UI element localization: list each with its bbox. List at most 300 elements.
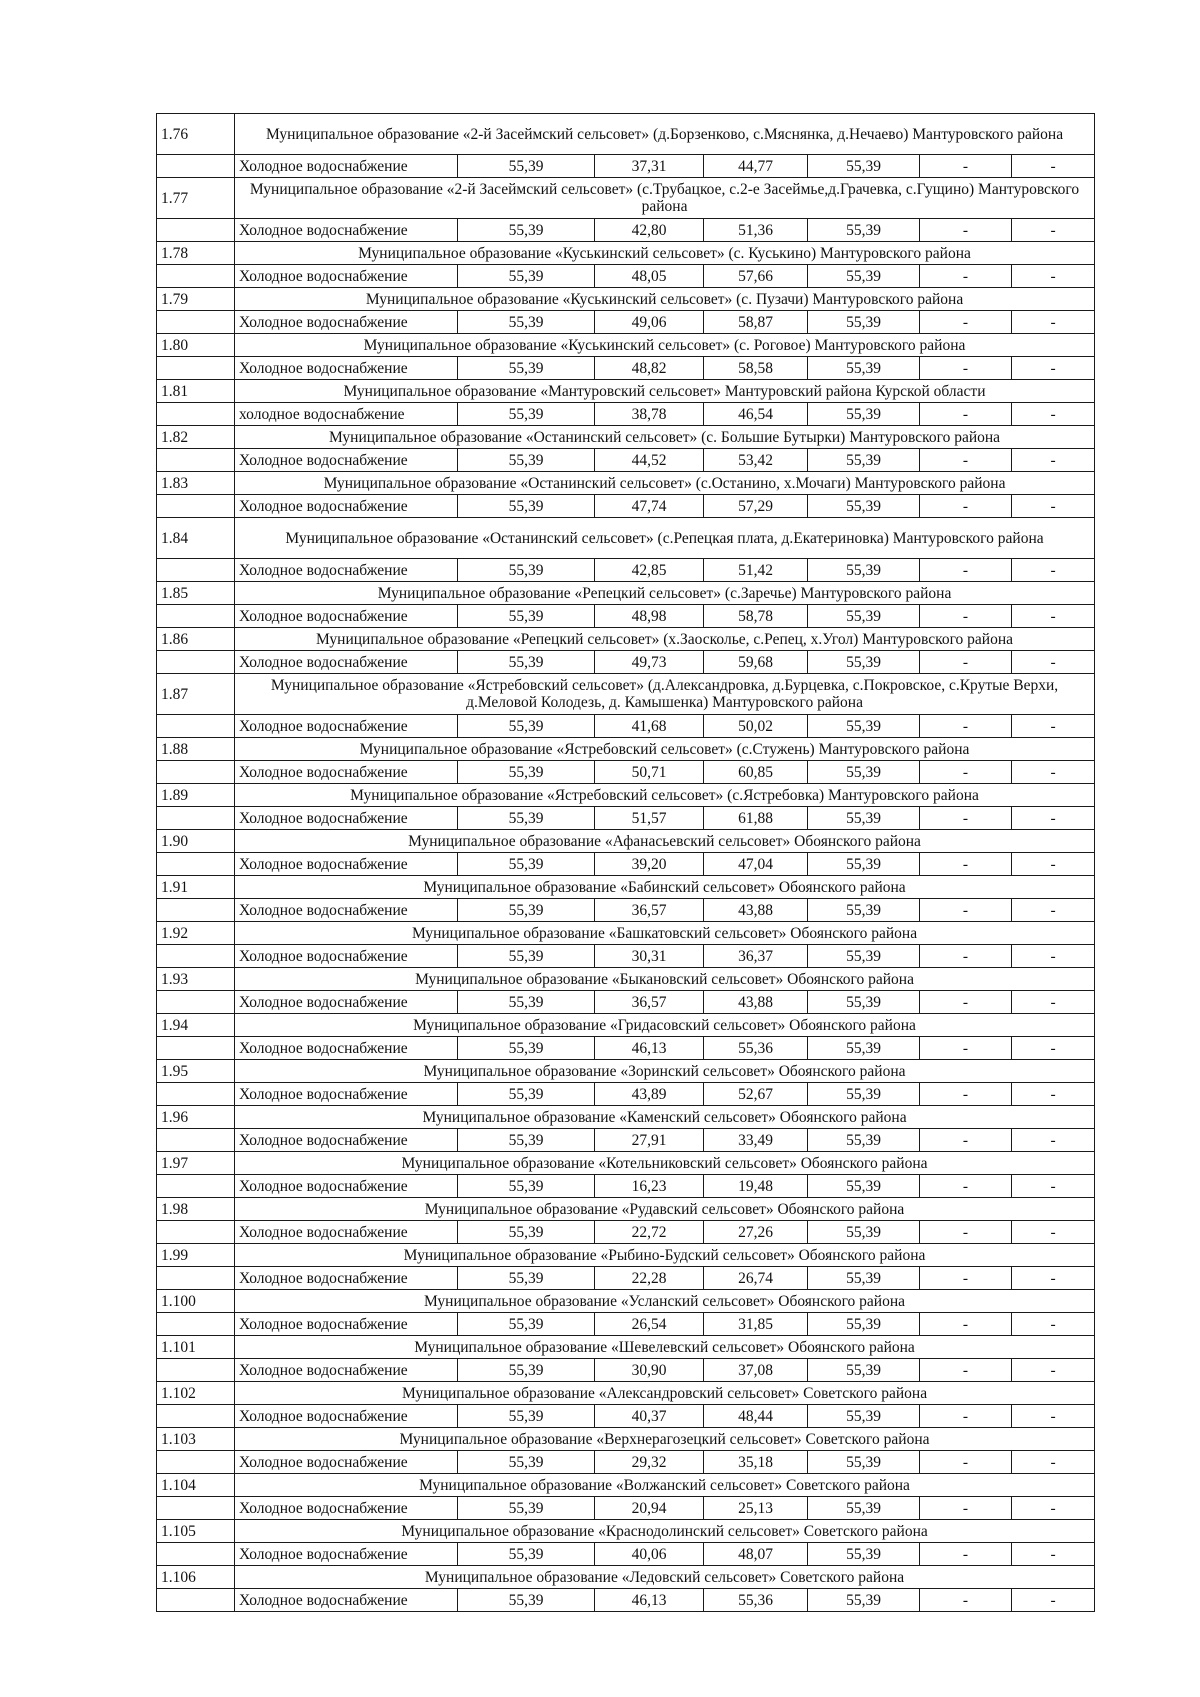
tariff-value-1: 55,39	[458, 495, 595, 518]
section-title-row	[157, 1382, 1095, 1405]
section-number: 1.103	[157, 1428, 235, 1451]
tariff-value-1: 55,39	[458, 761, 595, 784]
tariff-value-4: 55,39	[808, 1313, 920, 1336]
section-number: 1.94	[157, 1014, 235, 1037]
section-title-row	[157, 784, 1095, 807]
table-row	[157, 311, 1095, 334]
table-row	[157, 1129, 1095, 1152]
section-title-row	[157, 1152, 1095, 1175]
section-number: 1.86	[157, 628, 235, 651]
table-row	[157, 1359, 1095, 1382]
tariff-value-3: 55,36	[704, 1037, 808, 1060]
empty-cell	[157, 1221, 235, 1244]
tariff-value-1: 55,39	[458, 1037, 595, 1060]
tariff-value-5: -	[920, 605, 1012, 628]
service-label: Холодное водоснабжение	[235, 495, 458, 518]
tariff-value-1: 55,39	[458, 403, 595, 426]
service-label: Холодное водоснабжение	[235, 1543, 458, 1566]
section-title: Муниципальное образование «Рыбино-Будский сельсовет» Обоянского района	[235, 1244, 1095, 1267]
table-row	[157, 495, 1095, 518]
tariff-value-1: 55,39	[458, 265, 595, 288]
service-label: Холодное водоснабжение	[235, 559, 458, 582]
tariff-table-body	[157, 114, 1095, 1612]
tariff-value-4: 55,39	[808, 605, 920, 628]
service-label: Холодное водоснабжение	[235, 807, 458, 830]
tariff-value-3: 43,88	[704, 899, 808, 922]
tariff-value-5: -	[920, 155, 1012, 178]
tariff-value-1: 55,39	[458, 449, 595, 472]
section-title: Муниципальное образование «Ястребовский сельсовет» (с.Ястребовка) Мантуровского района	[235, 784, 1095, 807]
empty-cell	[157, 945, 235, 968]
section-number: 1.76	[157, 114, 235, 155]
tariff-value-4: 55,39	[808, 1221, 920, 1244]
tariff-value-6: -	[1012, 495, 1095, 518]
table-row	[157, 1313, 1095, 1336]
empty-cell	[157, 1359, 235, 1382]
section-number: 1.97	[157, 1152, 235, 1175]
tariff-value-4: 55,39	[808, 265, 920, 288]
tariff-value-4: 55,39	[808, 945, 920, 968]
tariff-value-6: -	[1012, 1129, 1095, 1152]
service-label: Холодное водоснабжение	[235, 311, 458, 334]
table-row	[157, 1543, 1095, 1566]
tariff-value-2: 26,54	[595, 1313, 704, 1336]
section-title: Муниципальное образование «Быкановский сельсовет» Обоянского района	[235, 968, 1095, 991]
tariff-value-5: -	[920, 1221, 1012, 1244]
section-title-row	[157, 1566, 1095, 1589]
section-number: 1.79	[157, 288, 235, 311]
empty-cell	[157, 357, 235, 380]
tariff-value-3: 25,13	[704, 1497, 808, 1520]
section-number: 1.99	[157, 1244, 235, 1267]
table-row	[157, 1267, 1095, 1290]
section-title-row	[157, 288, 1095, 311]
section-title: Муниципальное образование «Александровский сельсовет» Советского района	[235, 1382, 1095, 1405]
service-label: Холодное водоснабжение	[235, 853, 458, 876]
tariff-value-6: -	[1012, 155, 1095, 178]
section-title-row	[157, 472, 1095, 495]
tariff-value-4: 55,39	[808, 1175, 920, 1198]
tariff-value-1: 55,39	[458, 311, 595, 334]
tariff-value-5: -	[920, 1497, 1012, 1520]
tariff-value-1: 55,39	[458, 1175, 595, 1198]
tariff-value-2: 30,31	[595, 945, 704, 968]
tariff-value-3: 52,67	[704, 1083, 808, 1106]
tariff-value-6: -	[1012, 807, 1095, 830]
tariff-value-6: -	[1012, 1405, 1095, 1428]
tariff-value-2: 51,57	[595, 807, 704, 830]
section-number: 1.92	[157, 922, 235, 945]
table-row	[157, 559, 1095, 582]
tariff-value-5: -	[920, 559, 1012, 582]
empty-cell	[157, 1267, 235, 1290]
empty-cell	[157, 559, 235, 582]
empty-cell	[157, 1129, 235, 1152]
tariff-value-2: 41,68	[595, 715, 704, 738]
tariff-value-6: -	[1012, 1451, 1095, 1474]
tariff-value-5: -	[920, 945, 1012, 968]
tariff-value-1: 55,39	[458, 605, 595, 628]
tariff-value-5: -	[920, 265, 1012, 288]
empty-cell	[157, 1589, 235, 1612]
tariff-value-1: 55,39	[458, 1497, 595, 1520]
tariff-value-6: -	[1012, 1175, 1095, 1198]
tariff-value-1: 55,39	[458, 715, 595, 738]
section-number: 1.101	[157, 1336, 235, 1359]
tariff-value-2: 46,13	[595, 1589, 704, 1612]
tariff-value-4: 55,39	[808, 559, 920, 582]
tariff-value-4: 55,39	[808, 807, 920, 830]
section-title-row	[157, 830, 1095, 853]
section-number: 1.87	[157, 674, 235, 715]
tariff-value-4: 55,39	[808, 1497, 920, 1520]
tariff-value-5: -	[920, 357, 1012, 380]
table-row	[157, 1083, 1095, 1106]
section-number: 1.100	[157, 1290, 235, 1313]
tariff-value-3: 31,85	[704, 1313, 808, 1336]
tariff-value-6: -	[1012, 559, 1095, 582]
table-row	[157, 807, 1095, 830]
service-label: Холодное водоснабжение	[235, 1129, 458, 1152]
tariff-value-1: 55,39	[458, 991, 595, 1014]
tariff-value-3: 46,54	[704, 403, 808, 426]
service-label: Холодное водоснабжение	[235, 219, 458, 242]
tariff-value-2: 46,13	[595, 1037, 704, 1060]
tariff-value-1: 55,39	[458, 1313, 595, 1336]
tariff-value-2: 20,94	[595, 1497, 704, 1520]
table-row	[157, 219, 1095, 242]
tariff-value-4: 55,39	[808, 1543, 920, 1566]
tariff-value-6: -	[1012, 991, 1095, 1014]
section-title-row	[157, 922, 1095, 945]
section-title: Муниципальное образование «Рудавский сельсовет» Обоянского района	[235, 1198, 1095, 1221]
table-row	[157, 1221, 1095, 1244]
tariff-value-6: -	[1012, 1313, 1095, 1336]
section-number: 1.83	[157, 472, 235, 495]
empty-cell	[157, 1037, 235, 1060]
tariff-value-1: 55,39	[458, 945, 595, 968]
service-label: Холодное водоснабжение	[235, 651, 458, 674]
tariff-value-1: 55,39	[458, 155, 595, 178]
tariff-value-3: 61,88	[704, 807, 808, 830]
empty-cell	[157, 899, 235, 922]
section-title-row	[157, 380, 1095, 403]
tariff-value-2: 39,20	[595, 853, 704, 876]
tariff-value-4: 55,39	[808, 1451, 920, 1474]
tariff-value-2: 16,23	[595, 1175, 704, 1198]
tariff-value-5: -	[920, 1451, 1012, 1474]
tariff-value-2: 47,74	[595, 495, 704, 518]
service-label: Холодное водоснабжение	[235, 945, 458, 968]
tariff-value-4: 55,39	[808, 1267, 920, 1290]
service-label: Холодное водоснабжение	[235, 899, 458, 922]
section-title: Муниципальное образование «Гридасовский сельсовет» Обоянского района	[235, 1014, 1095, 1037]
empty-cell	[157, 853, 235, 876]
table-row	[157, 403, 1095, 426]
tariff-value-6: -	[1012, 311, 1095, 334]
tariff-value-3: 57,66	[704, 265, 808, 288]
section-title: Муниципальное образование «Куськинский сельсовет» (с. Роговое) Мантуровского района	[235, 334, 1095, 357]
section-number: 1.84	[157, 518, 235, 559]
section-title-row	[157, 178, 1095, 219]
section-title: Муниципальное образование «2-й Засеймский сельсовет» (д.Борзенково, с.Мяснянка, д.Нечаево) Мантуровского района	[235, 114, 1095, 155]
section-title-row	[157, 1244, 1095, 1267]
tariff-value-5: -	[920, 1267, 1012, 1290]
service-label: Холодное водоснабжение	[235, 265, 458, 288]
tariff-value-3: 58,87	[704, 311, 808, 334]
tariff-value-2: 37,31	[595, 155, 704, 178]
tariff-value-5: -	[920, 1313, 1012, 1336]
tariff-value-2: 22,28	[595, 1267, 704, 1290]
tariff-value-4: 55,39	[808, 853, 920, 876]
tariff-value-3: 59,68	[704, 651, 808, 674]
tariff-value-4: 55,39	[808, 403, 920, 426]
section-title: Муниципальное образование «2-й Засеймский сельсовет» (с.Трубацкое, с.2-е Засеймье,д.Грачевка, с.Гущино) Мантуровского района	[235, 178, 1095, 219]
tariff-value-2: 22,72	[595, 1221, 704, 1244]
section-title: Муниципальное образование «Бабинский сельсовет» Обоянского района	[235, 876, 1095, 899]
section-title: Муниципальное образование «Репецкий сельсовет» (с.Заречье) Мантуровского района	[235, 582, 1095, 605]
tariff-value-5: -	[920, 991, 1012, 1014]
tariff-value-6: -	[1012, 449, 1095, 472]
service-label: Холодное водоснабжение	[235, 1589, 458, 1612]
section-title: Муниципальное образование «Ястребовский сельсовет» (д.Александровка, д.Бурцевка, с.Покровское, с.Крутые Верхи, д.Меловой Колодезь, д. Камышенка) Мантуровского района	[235, 674, 1095, 715]
tariff-value-5: -	[920, 1589, 1012, 1612]
section-title-row	[157, 426, 1095, 449]
tariff-value-5: -	[920, 311, 1012, 334]
tariff-value-3: 48,44	[704, 1405, 808, 1428]
service-label: Холодное водоснабжение	[235, 1313, 458, 1336]
empty-cell	[157, 1543, 235, 1566]
table-row	[157, 651, 1095, 674]
tariff-value-2: 48,82	[595, 357, 704, 380]
tariff-value-6: -	[1012, 651, 1095, 674]
section-number: 1.77	[157, 178, 235, 219]
section-title: Муниципальное образование «Башкатовский сельсовет» Обоянского района	[235, 922, 1095, 945]
tariff-value-6: -	[1012, 1543, 1095, 1566]
tariff-value-6: -	[1012, 1267, 1095, 1290]
empty-cell	[157, 1497, 235, 1520]
tariff-value-5: -	[920, 403, 1012, 426]
table-row	[157, 1451, 1095, 1474]
tariff-value-6: -	[1012, 265, 1095, 288]
tariff-value-1: 55,39	[458, 219, 595, 242]
tariff-value-5: -	[920, 715, 1012, 738]
table-row	[157, 761, 1095, 784]
service-label: Холодное водоснабжение	[235, 1037, 458, 1060]
table-row	[157, 265, 1095, 288]
empty-cell	[157, 807, 235, 830]
service-label: Холодное водоснабжение	[235, 1083, 458, 1106]
tariff-value-2: 48,98	[595, 605, 704, 628]
tariff-value-6: -	[1012, 1359, 1095, 1382]
tariff-value-3: 50,02	[704, 715, 808, 738]
section-title-row	[157, 1428, 1095, 1451]
section-title: Муниципальное образование «Останинский сельсовет» (с. Большие Бутырки) Мантуровского района	[235, 426, 1095, 449]
tariff-value-4: 55,39	[808, 1589, 920, 1612]
tariff-value-6: -	[1012, 899, 1095, 922]
tariff-table	[156, 113, 1095, 1612]
section-number: 1.95	[157, 1060, 235, 1083]
section-title-row	[157, 1520, 1095, 1543]
tariff-value-6: -	[1012, 1221, 1095, 1244]
section-number: 1.105	[157, 1520, 235, 1543]
section-title-row	[157, 674, 1095, 715]
section-number: 1.90	[157, 830, 235, 853]
section-title-row	[157, 738, 1095, 761]
tariff-value-5: -	[920, 1083, 1012, 1106]
service-label: Холодное водоснабжение	[235, 449, 458, 472]
section-title-row	[157, 876, 1095, 899]
tariff-value-3: 53,42	[704, 449, 808, 472]
empty-cell	[157, 651, 235, 674]
tariff-value-3: 27,26	[704, 1221, 808, 1244]
section-title-row	[157, 242, 1095, 265]
tariff-value-1: 55,39	[458, 1083, 595, 1106]
tariff-value-1: 55,39	[458, 853, 595, 876]
tariff-value-3: 48,07	[704, 1543, 808, 1566]
section-number: 1.91	[157, 876, 235, 899]
table-row	[157, 1589, 1095, 1612]
tariff-value-4: 55,39	[808, 495, 920, 518]
section-title-row	[157, 1474, 1095, 1497]
empty-cell	[157, 155, 235, 178]
tariff-value-4: 55,39	[808, 449, 920, 472]
section-title-row	[157, 1106, 1095, 1129]
tariff-value-6: -	[1012, 357, 1095, 380]
tariff-value-5: -	[920, 495, 1012, 518]
tariff-value-1: 55,39	[458, 1359, 595, 1382]
section-title-row	[157, 1198, 1095, 1221]
section-title: Муниципальное образование «Усланский сельсовет» Обоянского района	[235, 1290, 1095, 1313]
section-number: 1.89	[157, 784, 235, 807]
empty-cell	[157, 1083, 235, 1106]
empty-cell	[157, 495, 235, 518]
section-title-row	[157, 968, 1095, 991]
tariff-value-2: 49,73	[595, 651, 704, 674]
tariff-value-5: -	[920, 853, 1012, 876]
tariff-value-2: 49,06	[595, 311, 704, 334]
section-title-row	[157, 518, 1095, 559]
table-row	[157, 605, 1095, 628]
tariff-value-4: 55,39	[808, 651, 920, 674]
section-title: Муниципальное образование «Волжанский сельсовет» Советского района	[235, 1474, 1095, 1497]
tariff-value-3: 33,49	[704, 1129, 808, 1152]
tariff-value-4: 55,39	[808, 219, 920, 242]
tariff-value-2: 42,80	[595, 219, 704, 242]
table-row	[157, 945, 1095, 968]
table-row	[157, 1497, 1095, 1520]
section-number: 1.85	[157, 582, 235, 605]
tariff-value-4: 55,39	[808, 1405, 920, 1428]
tariff-value-5: -	[920, 219, 1012, 242]
service-label: Холодное водоснабжение	[235, 1267, 458, 1290]
tariff-value-1: 55,39	[458, 651, 595, 674]
service-label: Холодное водоснабжение	[235, 1405, 458, 1428]
section-number: 1.81	[157, 380, 235, 403]
tariff-value-6: -	[1012, 715, 1095, 738]
tariff-value-5: -	[920, 1129, 1012, 1152]
tariff-value-3: 51,42	[704, 559, 808, 582]
empty-cell	[157, 605, 235, 628]
table-row	[157, 155, 1095, 178]
tariff-value-2: 50,71	[595, 761, 704, 784]
tariff-value-6: -	[1012, 403, 1095, 426]
tariff-value-4: 55,39	[808, 1129, 920, 1152]
tariff-value-1: 55,39	[458, 1543, 595, 1566]
empty-cell	[157, 1175, 235, 1198]
section-title: Муниципальное образование «Останинский сельсовет» (с.Репецкая плата, д.Екатериновка) Мантуровского района	[235, 518, 1095, 559]
tariff-value-6: -	[1012, 1083, 1095, 1106]
tariff-value-1: 55,39	[458, 357, 595, 380]
tariff-value-2: 42,85	[595, 559, 704, 582]
section-title: Муниципальное образование «Зоринский сельсовет» Обоянского района	[235, 1060, 1095, 1083]
section-title: Муниципальное образование «Куськинский сельсовет» (с. Пузачи) Мантуровского района	[235, 288, 1095, 311]
tariff-value-5: -	[920, 1543, 1012, 1566]
tariff-value-3: 58,58	[704, 357, 808, 380]
tariff-value-5: -	[920, 761, 1012, 784]
tariff-value-3: 47,04	[704, 853, 808, 876]
section-number: 1.78	[157, 242, 235, 265]
section-title: Муниципальное образование «Ледовский сельсовет» Советского района	[235, 1566, 1095, 1589]
service-label: Холодное водоснабжение	[235, 1221, 458, 1244]
tariff-value-5: -	[920, 899, 1012, 922]
section-title: Муниципальное образование «Репецкий сельсовет» (х.Заосколье, с.Репец, х.Угол) Мантуровского района	[235, 628, 1095, 651]
tariff-value-3: 58,78	[704, 605, 808, 628]
tariff-value-2: 38,78	[595, 403, 704, 426]
service-label: Холодное водоснабжение	[235, 1497, 458, 1520]
table-row	[157, 449, 1095, 472]
table-row	[157, 991, 1095, 1014]
section-title-row	[157, 334, 1095, 357]
tariff-value-5: -	[920, 1359, 1012, 1382]
tariff-value-1: 55,39	[458, 807, 595, 830]
tariff-value-3: 51,36	[704, 219, 808, 242]
tariff-value-4: 55,39	[808, 1359, 920, 1382]
service-label: Холодное водоснабжение	[235, 1359, 458, 1382]
section-title: Муниципальное образование «Афанасьевский сельсовет» Обоянского района	[235, 830, 1095, 853]
tariff-value-1: 55,39	[458, 559, 595, 582]
tariff-value-3: 57,29	[704, 495, 808, 518]
tariff-value-5: -	[920, 449, 1012, 472]
tariff-value-6: -	[1012, 761, 1095, 784]
table-row	[157, 357, 1095, 380]
tariff-value-4: 55,39	[808, 991, 920, 1014]
section-title: Муниципальное образование «Краснодолинский сельсовет» Советского района	[235, 1520, 1095, 1543]
tariff-value-1: 55,39	[458, 1589, 595, 1612]
service-label: Холодное водоснабжение	[235, 357, 458, 380]
table-row	[157, 1037, 1095, 1060]
tariff-value-6: -	[1012, 853, 1095, 876]
tariff-value-2: 40,37	[595, 1405, 704, 1428]
empty-cell	[157, 991, 235, 1014]
tariff-value-6: -	[1012, 1497, 1095, 1520]
tariff-value-1: 55,39	[458, 899, 595, 922]
tariff-value-5: -	[920, 1037, 1012, 1060]
tariff-value-1: 55,39	[458, 1405, 595, 1428]
section-title-row	[157, 1336, 1095, 1359]
empty-cell	[157, 265, 235, 288]
tariff-value-2: 36,57	[595, 991, 704, 1014]
section-number: 1.80	[157, 334, 235, 357]
tariff-value-4: 55,39	[808, 357, 920, 380]
table-row	[157, 715, 1095, 738]
tariff-value-2: 40,06	[595, 1543, 704, 1566]
tariff-value-2: 30,90	[595, 1359, 704, 1382]
empty-cell	[157, 1313, 235, 1336]
tariff-value-3: 44,77	[704, 155, 808, 178]
tariff-value-4: 55,39	[808, 1083, 920, 1106]
empty-cell	[157, 1405, 235, 1428]
